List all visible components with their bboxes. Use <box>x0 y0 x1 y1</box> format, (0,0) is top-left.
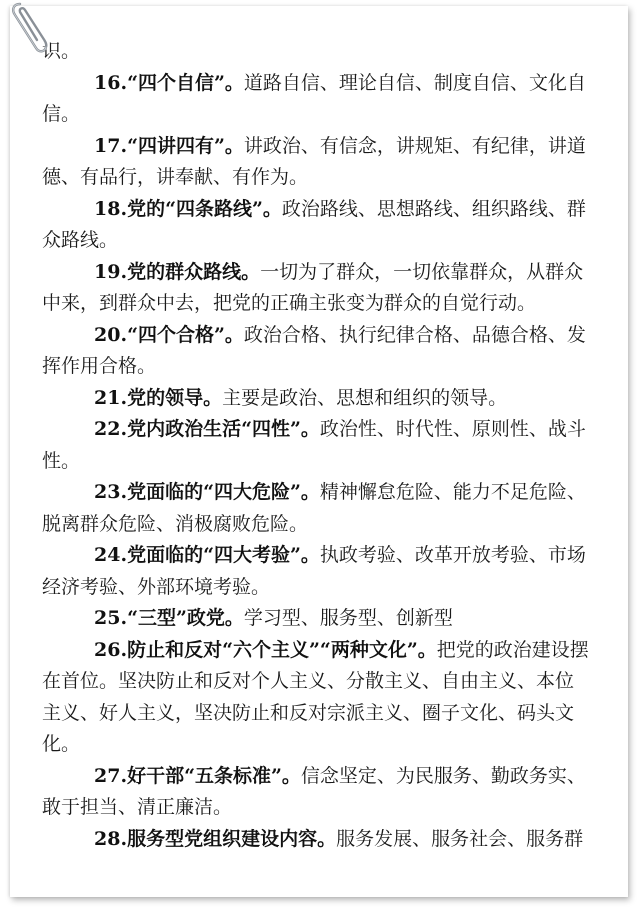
item-text: 主要是政治、思想和组织的领导。 <box>222 386 508 409</box>
item-number: 21. <box>94 386 128 409</box>
item-first-line <box>42 257 626 289</box>
item-heading: 党面临的“四大危险”。 <box>127 481 320 503</box>
list-item <box>42 36 626 68</box>
item-first-line <box>42 635 626 667</box>
item-heading: 服务型党组织建设内容。 <box>127 827 337 850</box>
list-item <box>42 761 626 824</box>
item-text: 把党的政治建设摆 <box>436 638 589 661</box>
item-first-line <box>42 761 626 793</box>
list-item <box>42 603 626 635</box>
text-line: 主义、好人主义，坚决防止和反对宗派主义、圈子文化、码头文 <box>42 701 575 724</box>
item-first-line <box>42 477 626 509</box>
item-text: 讲政治、有信念，讲规矩、有纪律，讲道 <box>243 134 586 157</box>
item-first-line <box>42 194 626 226</box>
item-text: 政治路线、思想路线、组织路线、群 <box>281 197 586 220</box>
list-item <box>42 414 626 477</box>
text-line: 德、有品行，讲奉献、有作为。 <box>42 166 309 188</box>
document-page <box>10 6 628 897</box>
item-first-line <box>42 320 626 352</box>
item-number: 22. <box>94 418 128 440</box>
item-text: 信念坚定、为民服务、勤政务实、 <box>300 764 586 787</box>
item-heading: 党的“四条路线”。 <box>127 197 282 220</box>
item-number: 18. <box>94 197 128 220</box>
item-heading: “四个自信”。 <box>127 71 244 94</box>
item-first-line <box>42 603 626 635</box>
item-heading: 党内政治生活“四性”。 <box>127 418 320 440</box>
item-heading: “四个合格”。 <box>127 323 244 346</box>
item-heading: 好干部“五条标准”。 <box>127 764 301 787</box>
item-first-line <box>42 131 626 163</box>
item-first-line <box>42 414 626 446</box>
text-line: 经济考验、外部环境考验。 <box>42 575 271 598</box>
text-line: 化。 <box>42 733 81 755</box>
item-text: 政治性、时代性、原则性、战斗 <box>319 418 586 440</box>
item-number: 28. <box>94 827 128 850</box>
item-text: 一切为了群众，一切依靠群众，从群众 <box>260 260 584 283</box>
text-line: 在首位。坚决防止和反对个人主义、分散主义、自由主义、本位 <box>42 670 575 692</box>
item-number: 20. <box>94 323 128 346</box>
item-heading: 党面临的“四大考验”。 <box>127 544 320 566</box>
item-heading: 党的领导。 <box>127 386 223 409</box>
item-number: 26. <box>94 638 128 661</box>
paperclip-icon <box>6 0 48 60</box>
item-number: 19. <box>94 260 128 283</box>
item-number: 16. <box>94 71 128 94</box>
item-text: 精神懈怠危险、能力不足危险、 <box>319 481 586 503</box>
item-number: 25. <box>94 607 128 629</box>
text-line: 敢于担当、清正廉洁。 <box>42 796 233 818</box>
item-number: 17. <box>94 134 128 157</box>
item-text: 执政考验、改革开放考验、市场 <box>319 544 586 566</box>
item-text: 政治合格、执行纪律合格、品德合格、发 <box>243 323 586 346</box>
item-heading: 党的群众路线。 <box>127 260 261 283</box>
list-item <box>42 320 626 383</box>
item-first-line <box>42 824 626 856</box>
text-line: 脱离群众危险、消极腐败危险。 <box>42 512 309 535</box>
list-item <box>42 824 626 856</box>
item-text: 服务发展、服务社会、服务群 <box>336 827 584 850</box>
item-number: 23. <box>94 481 128 503</box>
list-item <box>42 635 626 761</box>
text-line: 众路线。 <box>42 229 119 251</box>
item-text: 学习型、服务型、创新型 <box>243 607 453 629</box>
item-number: 24. <box>94 544 128 566</box>
item-heading: 防止和反对“六个主义”“两种文化”。 <box>127 638 437 661</box>
list-item <box>42 68 626 131</box>
item-first-line <box>42 540 626 572</box>
text-line: 性。 <box>42 449 81 472</box>
item-number: 27. <box>94 764 128 787</box>
list-item <box>42 257 626 320</box>
item-heading: “四讲四有”。 <box>127 134 244 157</box>
item-list <box>42 36 626 855</box>
text-line: 中来，到群众中去，把党的正确主张变为群众的自觉行动。 <box>42 292 537 314</box>
list-item <box>42 540 626 603</box>
text-line: 挥作用合格。 <box>42 355 157 377</box>
list-item <box>42 383 626 415</box>
list-item <box>42 131 626 194</box>
text-line: 信。 <box>42 103 81 125</box>
text-line: 识。 <box>42 40 81 62</box>
item-heading: “三型”政党。 <box>127 607 244 629</box>
item-first-line <box>42 383 626 415</box>
item-text: 道路自信、理论自信、制度自信、文化自 <box>243 71 586 94</box>
list-item <box>42 194 626 257</box>
list-item <box>42 477 626 540</box>
item-first-line <box>42 68 626 100</box>
